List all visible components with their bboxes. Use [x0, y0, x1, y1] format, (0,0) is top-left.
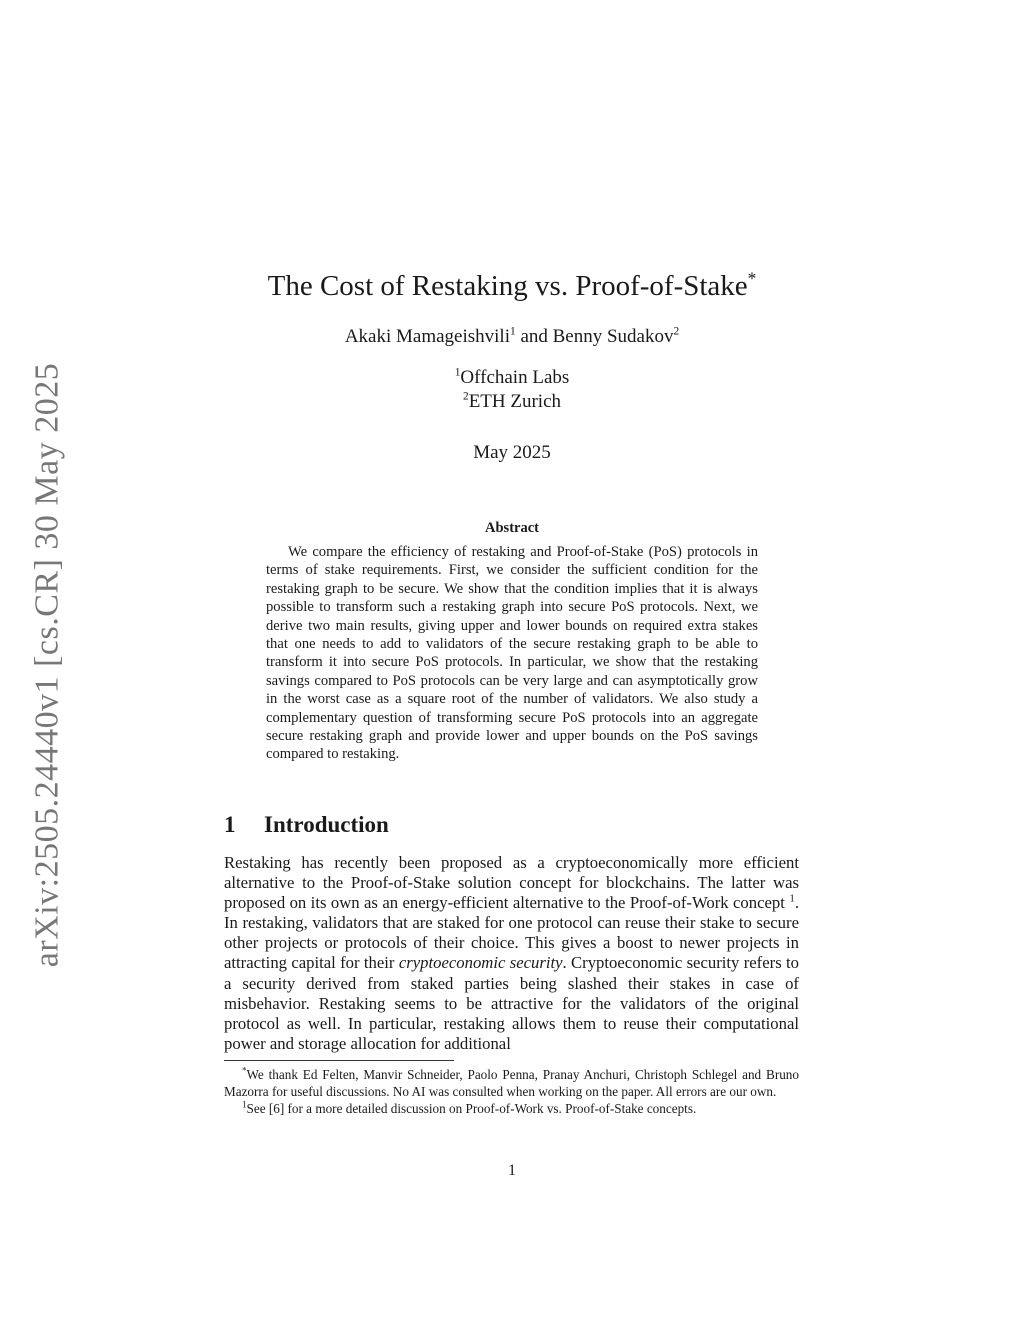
section-number: 1 — [224, 812, 236, 837]
section-heading-introduction — [224, 810, 389, 840]
affiliation-1-mark: 1 — [454, 366, 461, 379]
intro-text-part-2: . In restaking, validators that are staked for one protocol can reuse their stake to secure other projects or protocols of their choice. This gives a boost to newer projects in attracting capital for their — [224, 893, 799, 973]
intro-text-part-3: . Cryptoeconomic security refers to a security derived from staked parties being slashed their stakes in case of misbehavior. Restaking seems to be attractive for the validators of the original protocol as well. In particular, restaking allows them to reuse their computational power and storage allocation for additional — [224, 953, 799, 1053]
affiliation-2-mark: 2 — [462, 390, 469, 403]
footnote-acknowledgements — [224, 1066, 799, 1100]
section-title: Introduction — [264, 812, 389, 837]
footnotes — [224, 1066, 799, 1117]
intro-emphasis: cryptoeconomic security — [398, 953, 563, 973]
abstract-body: We compare the efficiency of restaking and Proof-of-Stake (PoS) protocols in terms of stake requirements. First, we consider the sufficient condition for the restaking graph to be secure. We show that the condition implies that it is always possible to transform such a restaking graph into secure PoS protocols. Next, we derive two main results, giving upper and lower bounds on required extra stakes that one needs to add to validators of the secure restaking graph to be able to transform it into secure PoS protocols. In particular, we show that the restaking savings compared to PoS protocols can be very large and can asymptotically grow in the worst case as a square root of the number of validators. We also study a complementary question of transforming secure PoS protocols into an aggregate secure restaking graph and provide lower and upper bounds on the PoS savings compared to restaking. — [266, 544, 758, 763]
footnote-1 — [224, 1100, 799, 1117]
arxiv-identifier-text: arXiv:2505.24440v1 [cs.CR] 30 May 2025 — [28, 362, 66, 968]
author-first: Akaki Mamageishvili — [344, 326, 510, 347]
footnote-acknowledgements-mark: * — [242, 1065, 247, 1076]
affiliation-1 — [0, 366, 1024, 390]
page-number: 1 — [508, 1162, 516, 1179]
author-line — [0, 324, 1024, 350]
footnote-divider — [224, 1060, 454, 1061]
affiliation-1-name: Offchain Labs — [460, 367, 570, 388]
affiliation-2-name: ETH Zurich — [468, 391, 562, 412]
abstract-heading: Abstract — [485, 520, 539, 536]
author-second: Benny Sudakov — [552, 326, 674, 347]
footnote-1-mark: 1 — [242, 1099, 247, 1110]
author-second-affiliation-mark: 2 — [673, 325, 680, 338]
paper-title-text: The Cost of Restaking vs. Proof-of-Stake — [267, 270, 748, 302]
footnote-acknowledgements-text: We thank Ed Felten, Manvir Schneider, Paolo Penna, Pranay Anchuri, Christoph Schlegel and Bruno Mazorra for useful discussions. No AI was consulted when working on the paper. All errors are our own. — [224, 1067, 799, 1099]
author-joiner: and — [515, 326, 553, 347]
paper-title — [0, 266, 1024, 306]
intro-footnote-mark: 1 — [789, 892, 795, 905]
footnote-1-text: See [6] for a more detailed discussion on Proof-of-Work vs. Proof-of-Stake concepts. — [246, 1101, 697, 1116]
title-footnote-mark: * — [747, 268, 757, 289]
intro-text-part-1: Restaking has recently been proposed as a cryptoeconomically more efficient alternative to the Proof-of-Stake solution concept for blockchains. The latter was proposed on its own as an energy-efficient alternative to the Proof-of-Work concept — [224, 853, 799, 913]
author-first-affiliation-mark: 1 — [509, 325, 516, 338]
publication-date: May 2025 — [473, 442, 551, 463]
introduction-paragraph — [224, 853, 799, 1054]
affiliation-2 — [0, 390, 1024, 414]
